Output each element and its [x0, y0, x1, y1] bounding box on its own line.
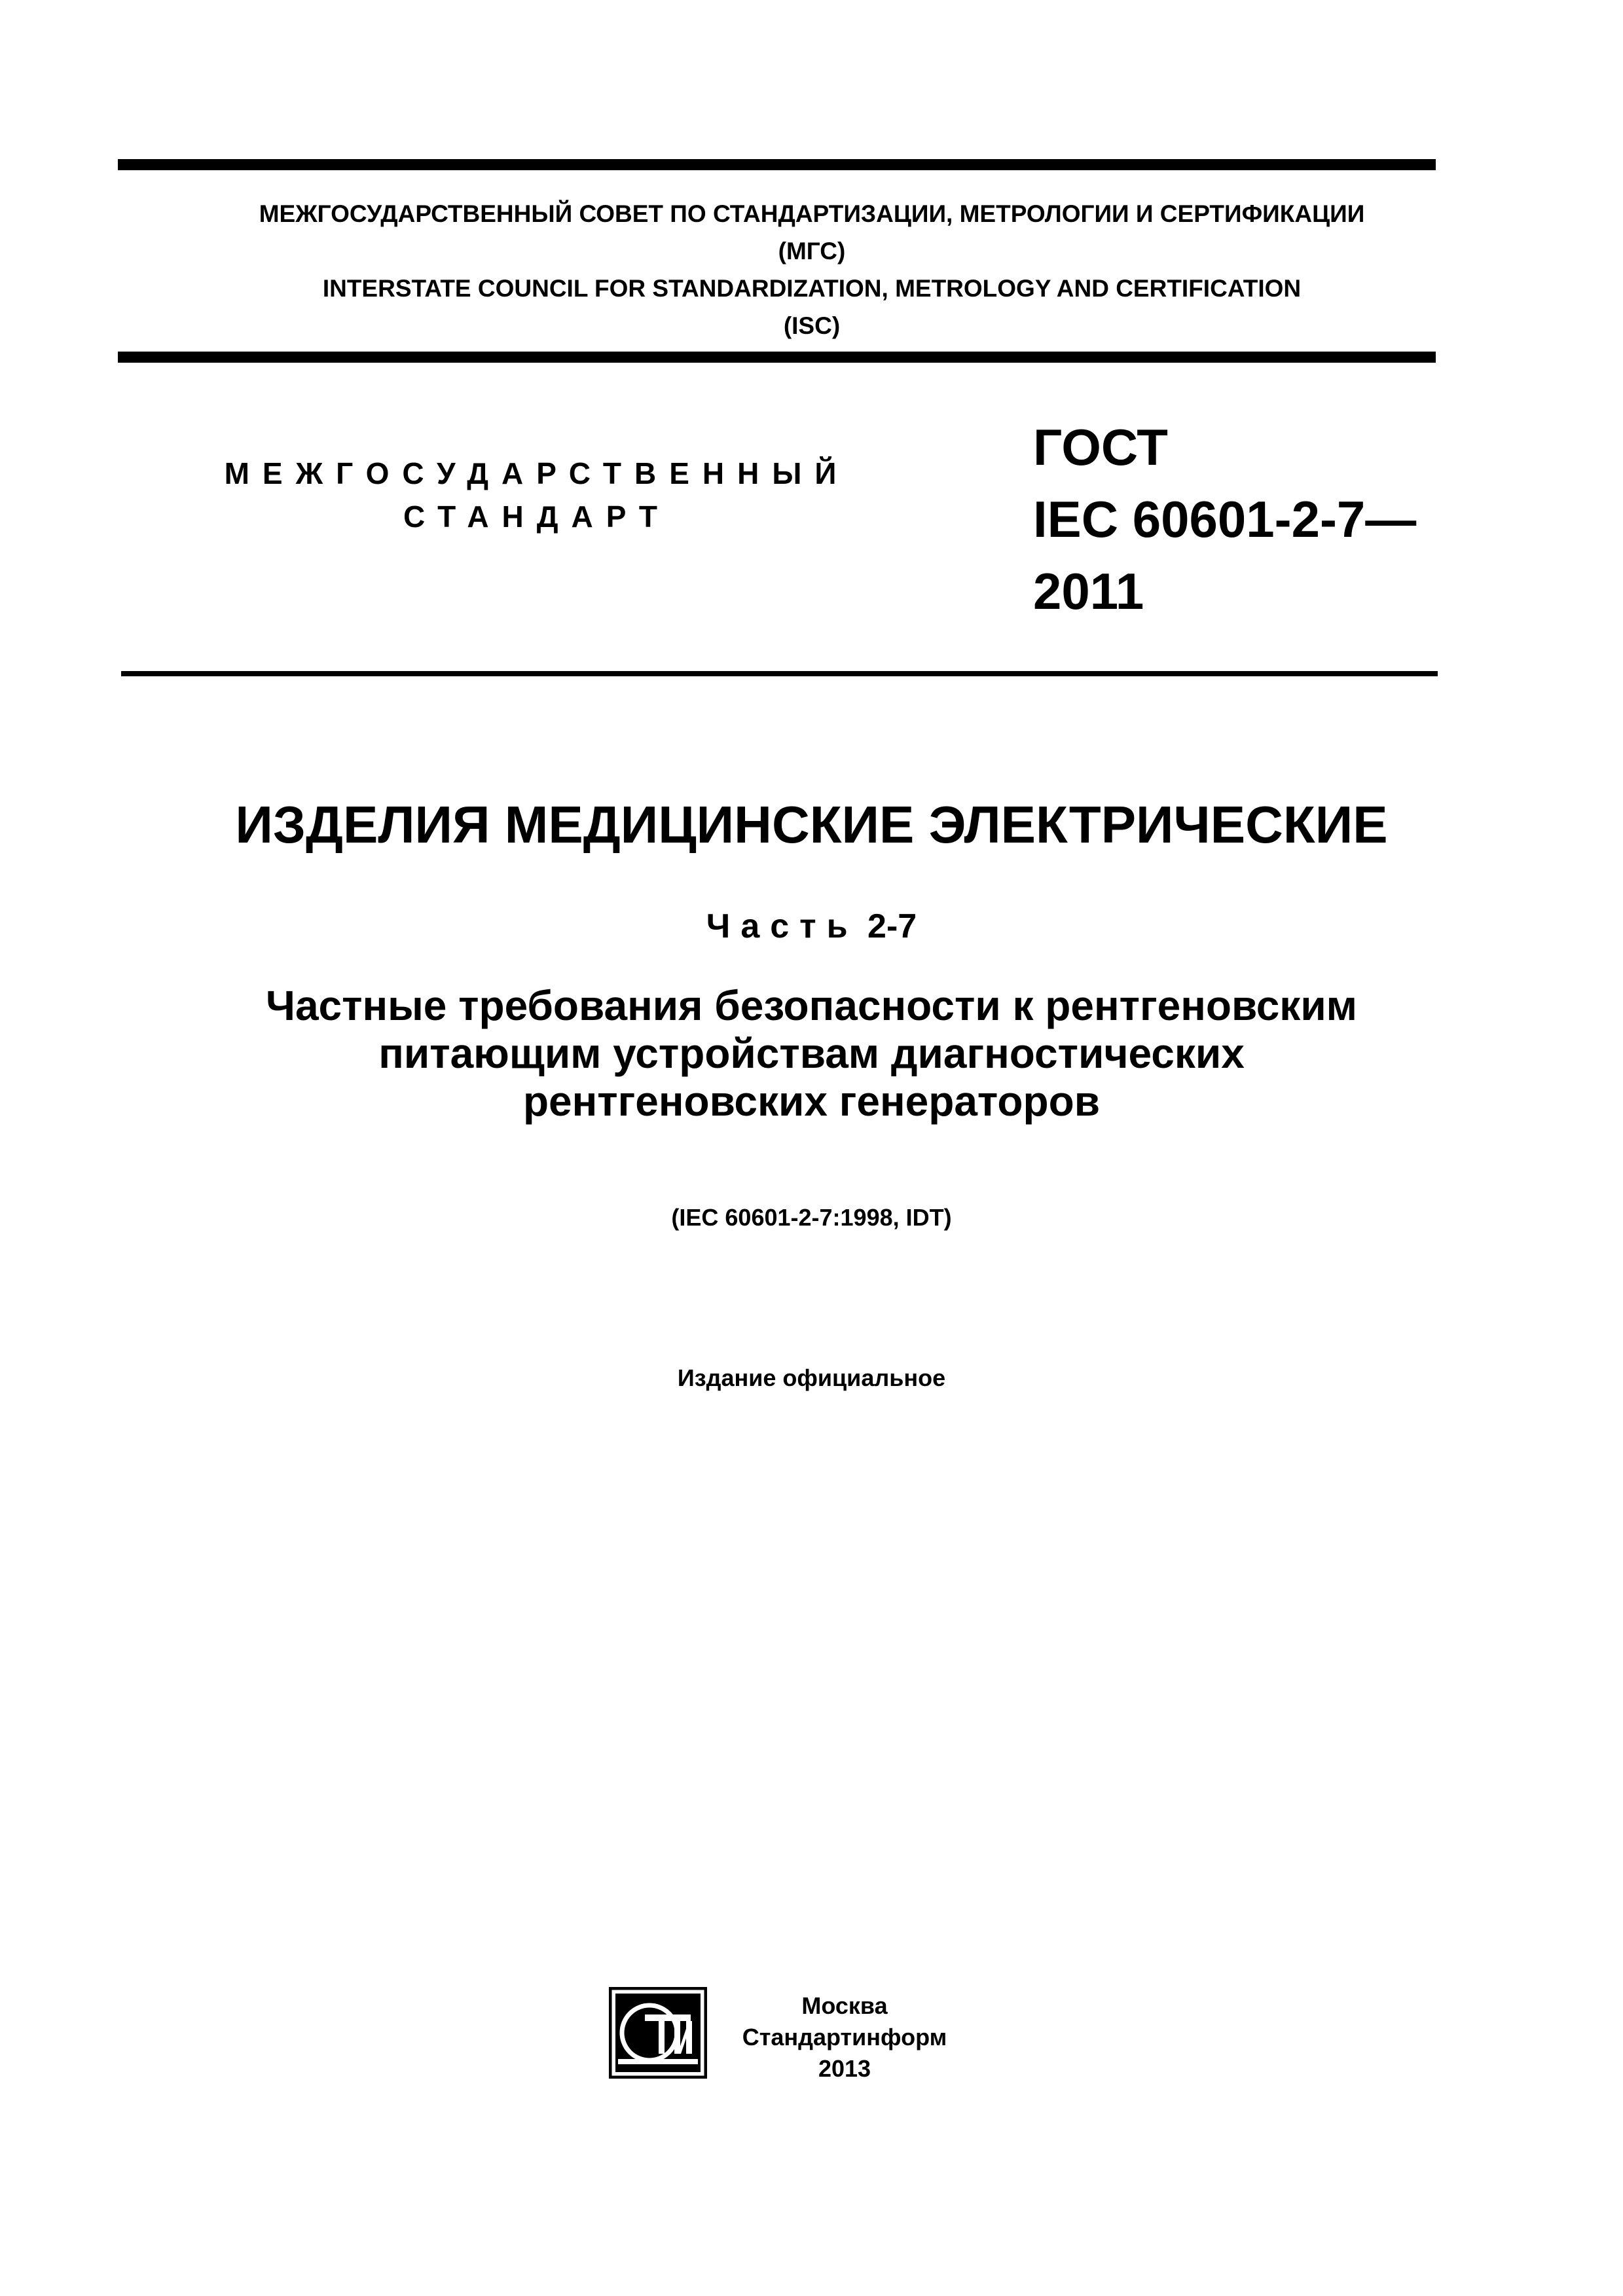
publisher-year: 2013: [818, 2055, 871, 2082]
gost-year: 2011: [1033, 562, 1144, 620]
gost-label: ГОСТ: [1033, 418, 1168, 476]
document-subtitle: [79, 982, 1544, 1125]
standartinform-logo-icon: [609, 1987, 707, 2079]
official-edition: Издание официальное: [677, 1364, 946, 1391]
standard-kind-line1: МЕЖГОСУДАРСТВЕННЫЙ: [224, 456, 850, 490]
part-label: Часть: [706, 907, 858, 945]
publisher-block: [720, 1990, 969, 2085]
part-number: 2-7: [867, 907, 917, 945]
council-name-en: INTERSTATE COUNCIL FOR STANDARDIZATION, METROLOGY AND CERTIFICATION: [322, 275, 1302, 302]
standard-kind: [190, 452, 884, 538]
part-heading: [0, 903, 1623, 949]
council-abbr-ru: (МГС): [778, 238, 846, 264]
publisher-city: Москва: [801, 1992, 888, 2019]
iec-reference: (IEC 60601-2-7:1998, IDT): [671, 1204, 952, 1231]
subtitle-line-3: рентгеновских генераторов: [522, 1078, 1101, 1125]
council-name-ru: МЕЖГОСУДАРСТВЕННЫЙ СОВЕТ ПО СТАНДАРТИЗАЦИИ, МЕТРОЛОГИИ И СЕРТИФИКАЦИИ: [259, 200, 1365, 227]
subtitle-line-1: Частные требования безопасности к рентгеновским: [265, 982, 1358, 1029]
council-abbr-en: (ISC): [783, 312, 841, 339]
council-header: [118, 195, 1506, 344]
subtitle-line-2: питающим устройствам диагностических: [378, 1030, 1245, 1077]
header-bottom-rule: [118, 352, 1436, 363]
gost-designation: [1033, 411, 1531, 627]
gost-number: IEC 60601-2-7—: [1033, 490, 1417, 548]
designation-rule: [121, 671, 1438, 676]
top-rule: [118, 159, 1436, 170]
publisher-name: Стандартинформ: [742, 2024, 947, 2050]
document-title: ИЗДЕЛИЯ МЕДИЦИНСКИЕ ЭЛЕКТРИЧЕСКИЕ: [235, 795, 1388, 854]
standard-kind-line2: СТАНДАРТ: [403, 500, 670, 534]
